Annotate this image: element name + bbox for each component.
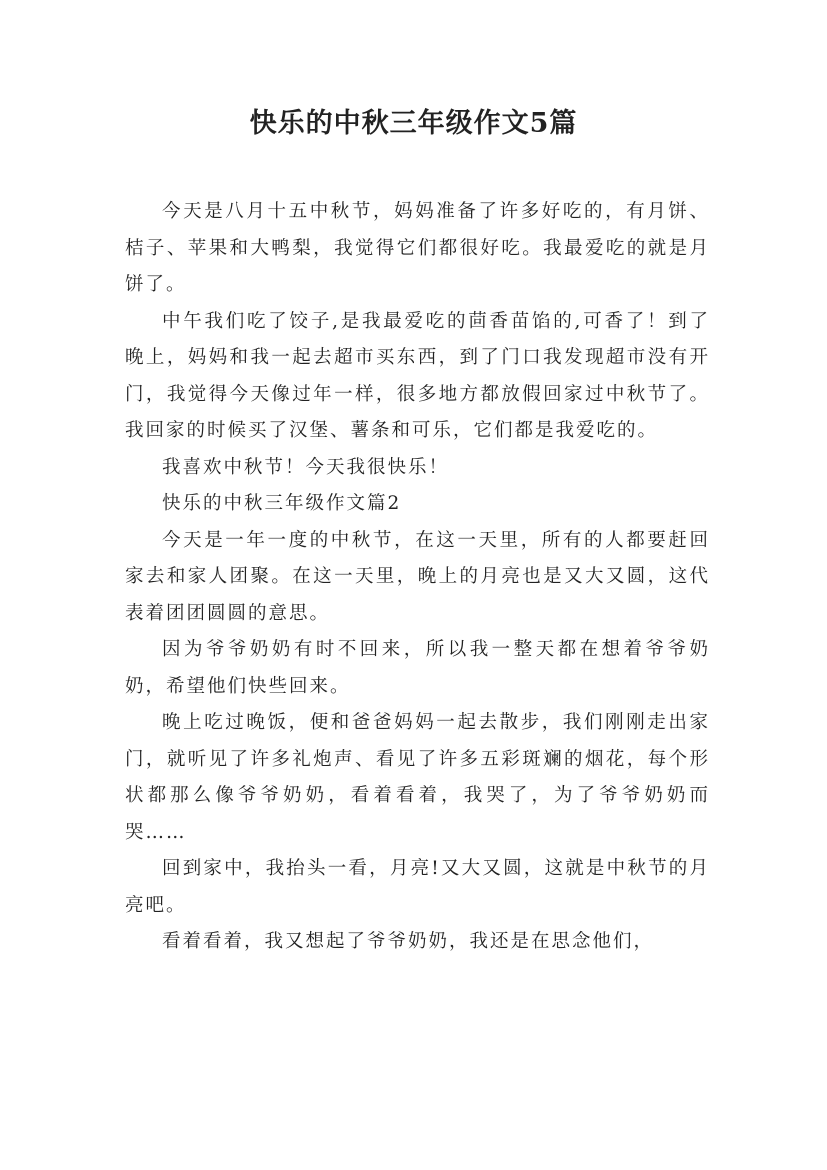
paragraph: 中午我们吃了饺子,是我最爱吃的茴香苗馅的,可香了！到了晚上，妈妈和我一起去超市买东西，到了门口我发现超市没有开门，我觉得今天像过年一样，很多地方都放假回家过中秋节了。我回家的时候买了汉堡、薯条和可乐，它们都是我爱吃的。 (125, 310, 710, 441)
paragraph: 回到家中，我抬头一看，月亮!又大又圆，这就是中秋节的月亮吧。 (125, 858, 710, 916)
paragraph: 我喜欢中秋节！今天我很快乐！ (162, 456, 450, 478)
paragraph: 晚上吃过晚饭，便和爸爸妈妈一起去散步，我们刚刚走出家门，就听见了许多礼炮声、看见了许多五彩斑斓的烟花，每个形状都那么像爷爷奶奶，看着看着，我哭了，为了爷爷奶奶而哭…… (125, 712, 710, 843)
paragraph: 今天是八月十五中秋节，妈妈准备了许多好吃的，有月饼、桔子、苹果和大鸭梨，我觉得它们都很好吃。我最爱吃的就是月饼了。 (125, 201, 710, 295)
paragraph: 今天是一年一度的中秋节，在这一天里，所有的人都要赶回家去和家人团聚。在这一天里，晚上的月亮也是又大又圆，这代表着团团圆圆的意思。 (125, 529, 710, 624)
document-title: 快乐的中秋三年级作文5篇 (249, 108, 578, 139)
paragraph: 看着看着，我又想起了爷爷奶奶，我还是在思念他们， (162, 931, 655, 952)
paragraph: 因为爷爷奶奶有时不回来，所以我一整天都在想着爷爷奶奶，希望他们快些回来。 (125, 639, 710, 697)
document-body (125, 194, 710, 961)
section-heading: 快乐的中秋三年级作文篇2 (162, 493, 402, 514)
